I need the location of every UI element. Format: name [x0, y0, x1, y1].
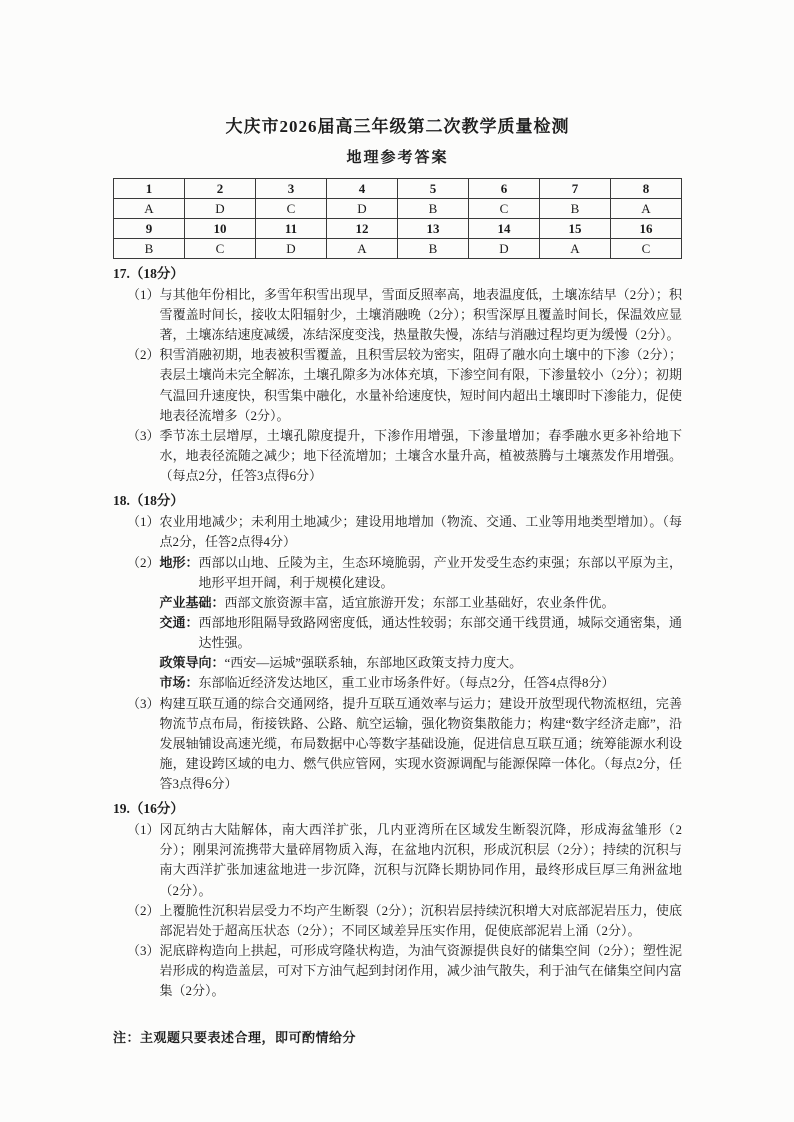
question-18-heading: 18.（18分）: [113, 493, 184, 509]
question-number-cell: 16: [611, 219, 682, 239]
answer-part: [113, 345, 682, 426]
part-label: （3）: [127, 942, 160, 958]
part-text: 上覆脆性沉积岩层受力不均产生断裂（2分）；沉积岩层持续沉积增大对底部泥岩压力，使底部泥岩处于超高压状态（2分）；不同区域差异压实作用，促使底部泥岩上涌（2分）。: [159, 902, 682, 938]
part-label: （3）: [127, 427, 160, 443]
answer-cell: A: [114, 199, 185, 219]
answer-part: [113, 901, 682, 941]
part-label: （2）: [127, 902, 160, 918]
part-text: 农业用地减少；未利用土地减少；建设用地增加（物流、交通、工业等用地类型增加）。（每点2分，任答2点得4分）: [159, 514, 682, 550]
part-text: 构建互联互通的综合交通网络，提升互联互通效率与运力；建设开放型现代物流枢纽，完善物流节点布局，衔接铁路、公路、航空运输，强化物资集散能力；构建“数字经济走廊”，沿发展轴铺设高速光缆，布局数据中心等数字基础设施，促进信息互联互通；统筹能源水利设施，建设跨区域的电力、燃气供应管网，实现水资源调配与能源保障一体化。（每点2分，任答3点得6分）: [159, 695, 682, 792]
sub-item-label: 产业基础：: [159, 594, 225, 610]
sub-item-label: 市场：: [159, 675, 199, 691]
answer-part: [113, 426, 682, 486]
question-17-section: [113, 264, 682, 486]
question-number-cell: 9: [114, 219, 185, 239]
answer-cell: B: [114, 239, 185, 259]
sub-item-transport: [160, 613, 682, 653]
sub-item-policy: [160, 653, 682, 673]
answer-part: [113, 941, 682, 1001]
question-number-cell: 15: [540, 219, 611, 239]
question-19-section: [113, 799, 682, 1001]
part-text: 泥底辟构造向上拱起，可形成穹隆状构造，为油气资源提供良好的储集空间（2分）；塑性泥岩形成的构造盖层，可对下方油气起到封闭作用，减少油气散失，利于油气在储集空间内富集（2分）。: [159, 942, 682, 999]
answer-cell: B: [398, 199, 469, 219]
sub-item-label: 交通：: [159, 614, 199, 630]
answer-cell: D: [327, 199, 398, 219]
answer-cell: A: [611, 199, 682, 219]
sub-item-text: 西部文旅资源丰富，适宜旅游开发；东部工业基础好，农业条件优。: [224, 594, 615, 610]
answer-cell: C: [256, 199, 327, 219]
part-text: 季节冻土层增厚，土壤孔隙度提升，下渗作用增强，下渗量增加；春季融水更多补给地下水，地表径流随之减少；地下径流增加；土壤含水量升高，植被蒸腾与土壤蒸发作用增强。（每点2分，任答3点得6分）: [159, 427, 682, 484]
part-label: （1）: [127, 514, 160, 530]
answer-part: [113, 694, 682, 795]
answer-part: [113, 553, 682, 694]
question-number-cell: 12: [327, 219, 398, 239]
answer-cell: C: [611, 239, 682, 259]
question-number-cell: 8: [611, 179, 682, 199]
answer-cell: A: [540, 239, 611, 259]
sub-item-list: [160, 553, 682, 694]
answer-part: [113, 285, 682, 345]
part-text: 冈瓦纳古大陆解体，南大西洋扩张，几内亚湾所在区域发生断裂沉降，形成海盆雏形（2分）；刚果河流携带大量碎屑物质入海，在盆地内沉积，形成沉积层（2分）；持续的沉积与南大西洋扩张加速盆地进一步沉降，沉积与沉降长期协同作用，最终形成巨厚三角洲盆地（2分）。: [159, 822, 682, 898]
answer-cell: D: [185, 199, 256, 219]
sub-item-label: 政策导向：: [159, 655, 225, 671]
answer-cell: C: [469, 199, 540, 219]
answer-part: [113, 820, 682, 901]
answer-part: [113, 512, 682, 552]
question-19-heading: 19.（16分）: [113, 801, 184, 817]
question-number-cell: 13: [398, 219, 469, 239]
part-label: （1）: [127, 822, 160, 838]
answer-cell: B: [540, 199, 611, 219]
question-18-section: [113, 491, 682, 794]
sub-item-text: “西安—运城”强联系轴，东部地区政策支持力度大。: [224, 655, 523, 671]
table-row: [114, 239, 682, 259]
question-number-cell: 5: [398, 179, 469, 199]
sub-item-industry-base: [160, 593, 682, 613]
part-label: （1）: [127, 286, 160, 302]
question-number-cell: 3: [256, 179, 327, 199]
answer-cell: D: [469, 239, 540, 259]
question-number-cell: 2: [185, 179, 256, 199]
part-label: （3）: [127, 695, 160, 711]
question-17-heading: 17.（18分）: [113, 266, 184, 281]
answer-cell: C: [185, 239, 256, 259]
part-label: （2）: [127, 347, 160, 363]
question-number-cell: 11: [256, 219, 327, 239]
part-text: 积雪消融初期，地表被积雪覆盖，且积雪层较为密实，阻碍了融水向土壤中的下渗（2分）；表层土壤尚未完全解冻，土壤孔隙多为冰体充填，下渗空间有限，下渗量较小（2分）；初期气温回升速度快，积雪集中融化，水量补给速度快，短时间内超出土壤即时下渗能力，促使地表径流增多（2分）。: [159, 347, 682, 423]
part-text: 与其他年份相比，多雪年积雪出现早，雪面反照率高，地表温度低，土壤冻结早（2分）；积雪覆盖时间长，接收太阳辐射少，土壤消融晚（2分）；积雪深厚且覆盖时间长，保温效应显著，土壤冻结速度减缓，冻结深度变浅，热量散失慢，冻结与消融过程均更为缓慢（2分）。: [159, 286, 682, 343]
document-subtitle: 地理参考答案: [346, 150, 449, 166]
table-row: [114, 179, 682, 199]
part-label: （2）: [127, 554, 160, 570]
sub-item-label: 地形：: [159, 554, 199, 570]
answer-cell: A: [327, 239, 398, 259]
sub-item-text: 西部地形阻隔导致路网密度低，通达性较弱；东部交通干线贯通，城际交通密集，通达性强。: [198, 614, 682, 651]
sub-item-text: 东部临近经济发达地区，重工业市场条件好。（每点2分，任答4点得8分）: [198, 675, 615, 691]
question-number-cell: 6: [469, 179, 540, 199]
table-row: [114, 219, 682, 239]
answer-key-table: [113, 178, 682, 259]
sub-item-market: [160, 673, 682, 693]
question-number-cell: 4: [327, 179, 398, 199]
answer-cell: D: [256, 239, 327, 259]
question-number-cell: 10: [185, 219, 256, 239]
grading-note: 注：主观题只要表述合理，即可酌情给分: [113, 1030, 357, 1046]
question-number-cell: 1: [114, 179, 185, 199]
answer-cell: B: [398, 239, 469, 259]
table-row: [114, 199, 682, 219]
sub-item-text: 西部以山地、丘陵为主，生态环境脆弱，产业开发受生态约束强；东部以平原为主，地形平坦开阔，利于规模化建设。: [198, 554, 682, 590]
sub-item-terrain: [160, 553, 682, 593]
question-number-cell: 14: [469, 219, 540, 239]
document-title: 大庆市2026届高三年级第二次教学质量检测: [225, 117, 570, 136]
question-number-cell: 7: [540, 179, 611, 199]
